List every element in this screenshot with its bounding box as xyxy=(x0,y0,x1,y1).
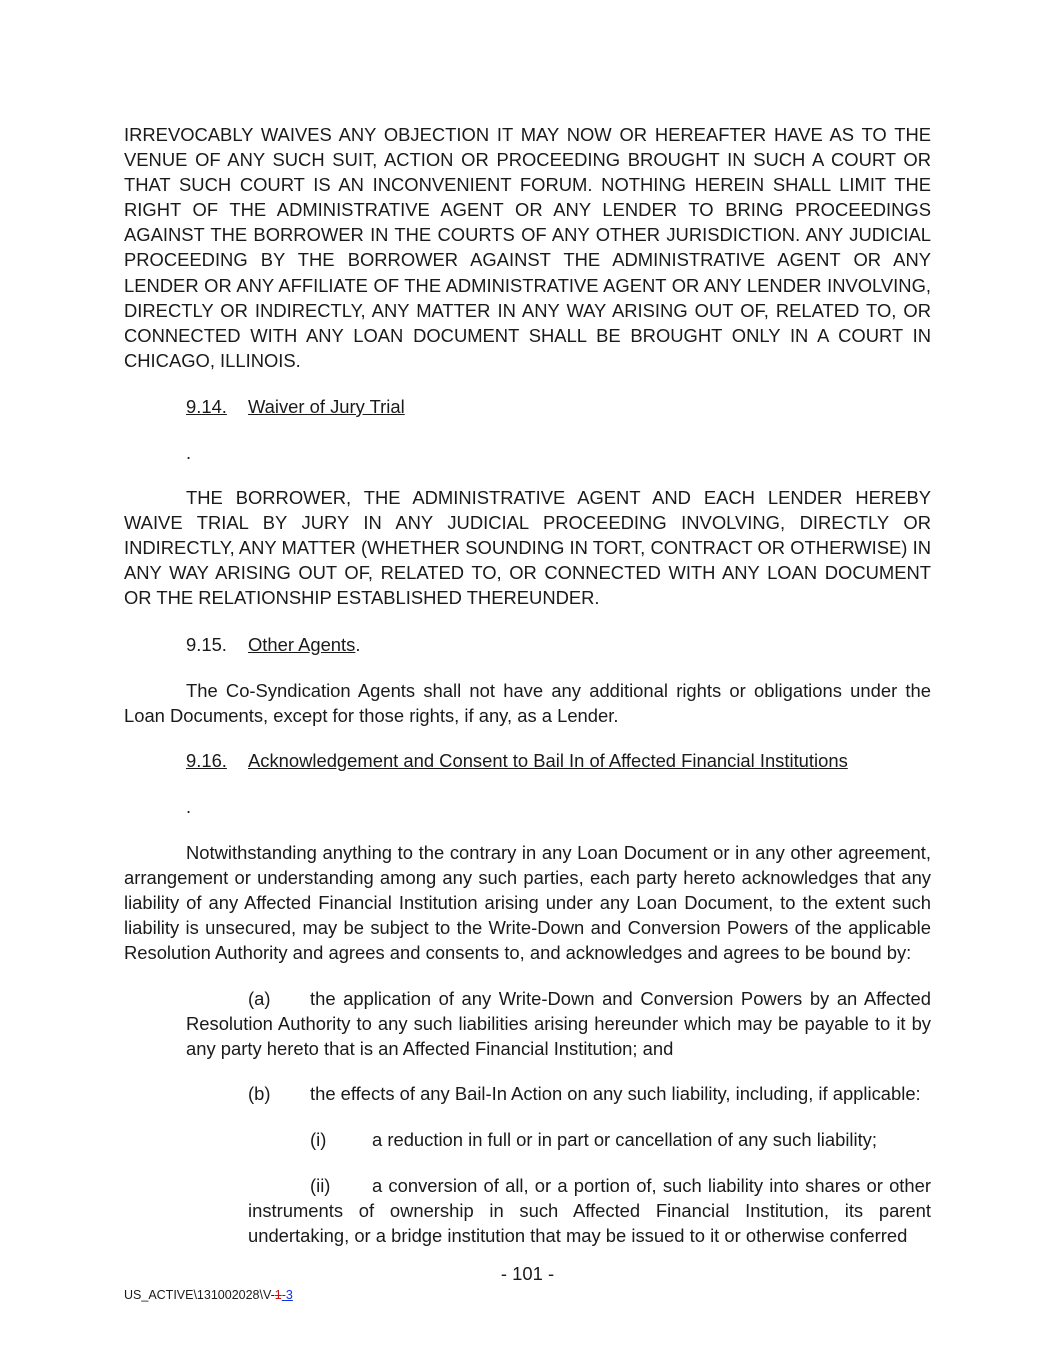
section-title-suffix: . xyxy=(355,634,361,655)
section-number: 9.16. xyxy=(186,750,227,771)
doc-id-inserted-version: 3 xyxy=(285,1288,293,1302)
clause-label: (ii) xyxy=(310,1175,331,1196)
jury-waiver-paragraph: THE BORROWER, THE ADMINISTRATIVE AGENT AND EACH LENDER HEREBY WAIVE TRIAL BY JURY IN ANY JUDICIAL PROCEEDING INVOLVING, DIRECTLY OR INDIRECTLY, ANY MATTER (WHETHER SOUNDING IN TORT, CONTRACT OR OTHERWISE) IN ANY WAY ARISING OUT OF, RELATED TO, OR CONNECTED WITH ANY LOAN DOCUMENT OR THE RELATIONSHIP ESTABLISHED THEREUNDER. xyxy=(124,487,931,609)
doc-id-deleted-version: 1 xyxy=(274,1288,282,1302)
page-number: - 101 - xyxy=(500,1263,555,1284)
section-number: 9.14. xyxy=(186,396,227,417)
clause-ii xyxy=(248,1173,931,1248)
clause-label: (a) xyxy=(248,988,271,1009)
clause-text: a conversion of all, or a portion of, such liability into shares or other instruments of ownership in such Affected Financial Institution, its parent undertaking, or a bridge institution that may be issued to it or otherwise conferred xyxy=(248,1175,931,1247)
clause-label: (b) xyxy=(248,1083,271,1104)
section-title: Acknowledgement and Consent to Bail In of Affected Financial Institutions xyxy=(248,750,848,771)
clause-a xyxy=(186,986,931,1061)
document-id xyxy=(124,1287,293,1303)
section-trailing-dot: . xyxy=(186,442,192,463)
other-agents-paragraph: The Co-Syndication Agents shall not have any additional rights or obligations under the Loan Documents, except for those rights, if any, as a Lender. xyxy=(124,680,931,727)
clause-text: the application of any Write-Down and Conversion Powers by an Affected Resolution Authority to any such liabilities arising hereunder which may be payable to it by any party hereto that is an Affected Financial Institution; and xyxy=(186,988,931,1060)
clause-text: a reduction in full or in part or cancellation of any such liability; xyxy=(372,1129,877,1150)
clause-text: the effects of any Bail-In Action on any such liability, including, if applicable: xyxy=(310,1083,921,1104)
section-trailing-dot: . xyxy=(186,796,192,817)
section-title: Waiver of Jury Trial xyxy=(248,396,405,417)
clause-i xyxy=(310,1127,931,1152)
section-heading-9-15 xyxy=(186,632,360,657)
bail-in-paragraph: Notwithstanding anything to the contrary in any Loan Document or in any other agreement, arrangement or understanding among any such parties, each party hereto acknowledges that any liability of any Affected Financial Institution arising under any Loan Document, to the extent such liability is unsecured, may be subject to the Write-Down and Conversion Powers of the applicable Resolution Authority and agrees and consents to, and acknowledges and agrees to be bound by: xyxy=(124,842,931,964)
opening-paragraph: IRREVOCABLY WAIVES ANY OBJECTION IT MAY NOW OR HEREAFTER HAVE AS TO THE VENUE OF ANY SUCH SUIT, ACTION OR PROCEEDING BROUGHT IN SUCH A COURT OR THAT SUCH COURT IS AN INCONVENIENT FORUM. NOTHING HEREIN SHALL LIMIT THE RIGHT OF THE ADMINISTRATIVE AGENT OR ANY LENDER TO BRING PROCEEDINGS AGAINST THE BORROWER IN THE COURTS OF ANY OTHER JURISDICTION. ANY JUDICIAL PROCEEDING BY THE BORROWER AGAINST THE ADMINISTRATIVE AGENT OR ANY LENDER OR ANY AFFILIATE OF THE ADMINISTRATIVE AGENT OR ANY LENDER INVOLVING, DIRECTLY OR INDIRECTLY, ANY MATTER IN ANY WAY ARISING OUT OF, RELATED TO, OR CONNECTED WITH ANY LOAN DOCUMENT SHALL BE BROUGHT ONLY IN A COURT IN CHICAGO, ILLINOIS. xyxy=(124,124,931,371)
doc-id-separator: - xyxy=(281,1288,286,1302)
doc-id-prefix: US_ACTIVE\131002028\V- xyxy=(124,1288,275,1302)
section-heading-9-16 xyxy=(186,748,848,773)
section-title: Other Agents xyxy=(248,634,356,655)
clause-b xyxy=(248,1081,931,1106)
section-number: 9.15. xyxy=(186,634,227,655)
clause-label: (i) xyxy=(310,1129,327,1150)
section-heading-9-14 xyxy=(186,394,405,419)
